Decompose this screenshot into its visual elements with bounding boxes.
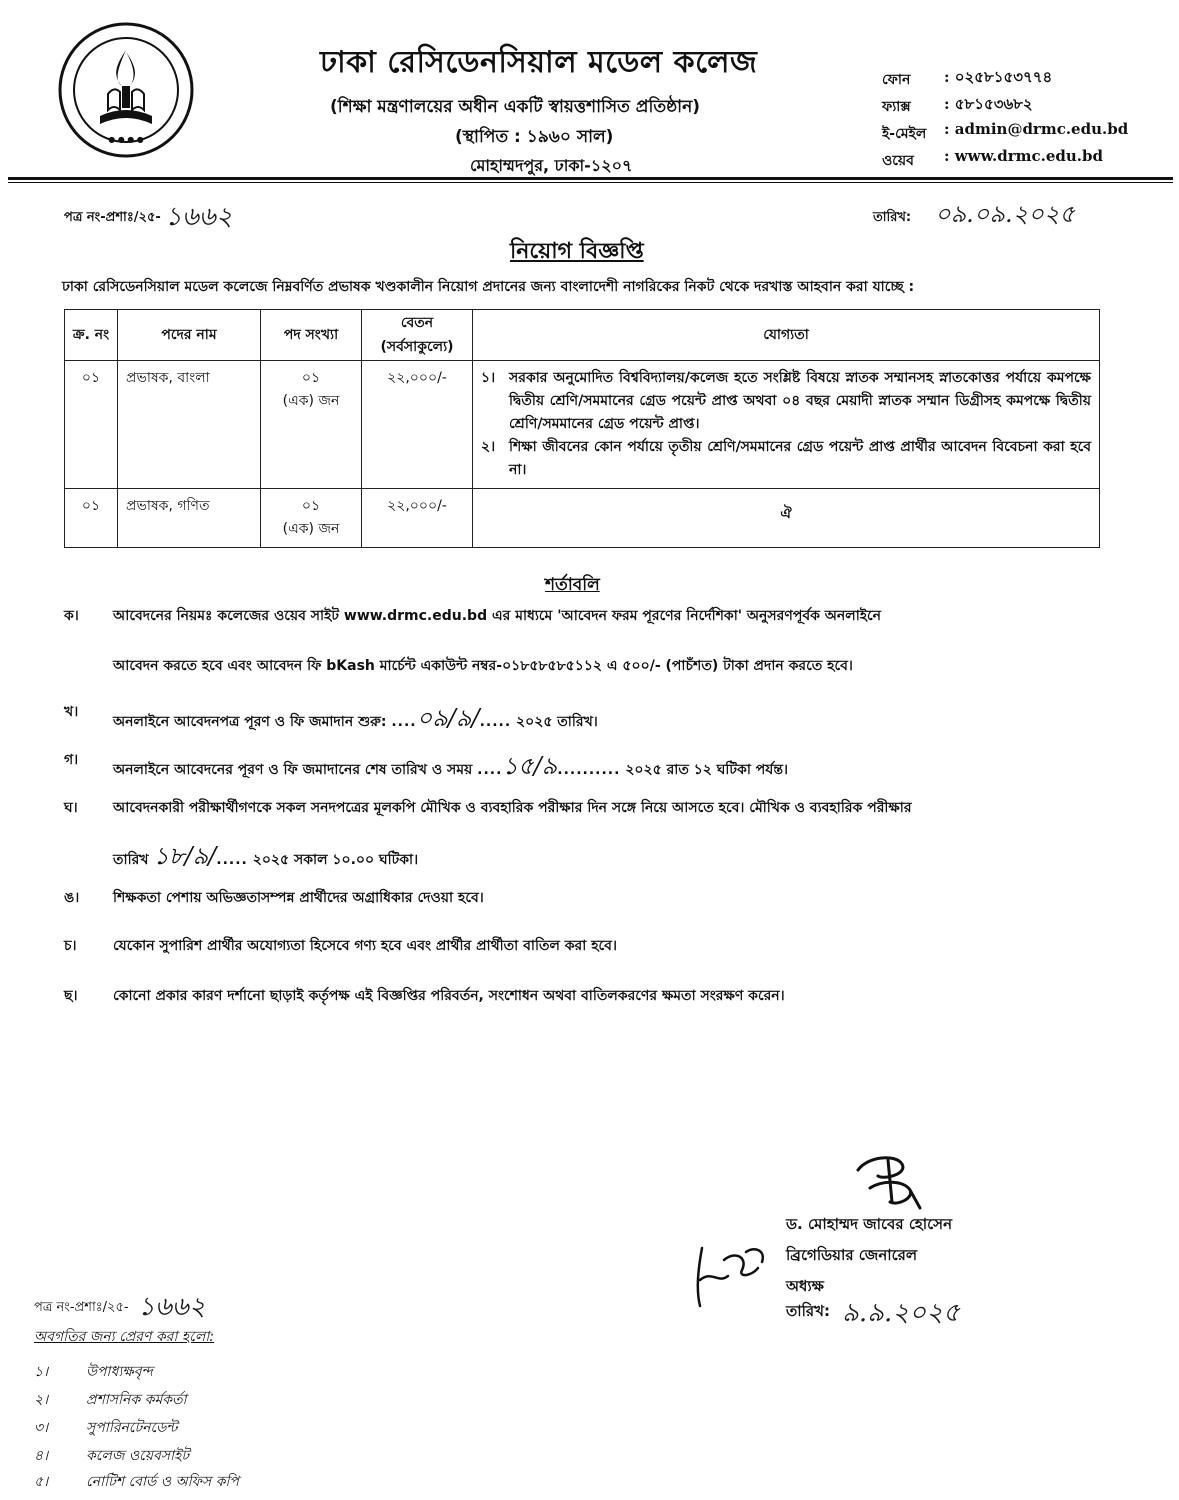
qualification-text: সরকার অনুমোদিত বিশ্ববিদ্যালয়/কলেজ হতে সংশ্লিষ্ট বিষয়ে স্নাতক সম্মানসহ স্নাতকোত্তর পর্যায়ে কমপক্ষে দ্বিতীয় শ্রেণি/সমমানের গ্রেড পয়েন্ট প্রাপ্ত অথবা ০৪ বছর মেয়াদী স্নাতক সম্মান ডিগ্রীসহ কমপক্ষে দ্বিতীয় শ্রেণি/সমমানের গ্রেড পয়েন্ট প্রাপ্ত। bbox=[509, 370, 1091, 432]
row-salary: ২২,০০০/- bbox=[387, 370, 447, 386]
term-gha-line2: তারিখ ১৮/৯/..... ২০২৫ সকাল ১০.০০ ঘটিকা। bbox=[113, 842, 419, 870]
row-sl: ০১ bbox=[81, 370, 101, 386]
header-post: পদের নাম bbox=[118, 310, 261, 361]
term-gha-text: তারিখ bbox=[113, 852, 149, 868]
row-count bbox=[261, 361, 361, 419]
list-item: সুপারিনটেনডেন্ট bbox=[86, 1420, 178, 1436]
web-value: : www.drmc.edu.bd bbox=[944, 147, 1103, 165]
term-ga-mark: গ। bbox=[64, 752, 79, 768]
term-uma-line: শিক্ষকতা পেশায় অভিজ্ঞতাসম্পন্ন প্রার্থীদের অগ্রাধিকার দেওয়া হবে। bbox=[113, 890, 484, 906]
list-item: নোটিশ বোর্ড ও অফিস কপি bbox=[86, 1474, 239, 1490]
signatory-title: অধ্যক্ষ bbox=[786, 1277, 824, 1295]
svg-text:● ● ● ●: ● ● ● ● bbox=[108, 135, 144, 144]
college-name: ঢাকা রেসিডেনসিয়াল মডেল কলেজ bbox=[320, 45, 758, 80]
qualification-number: ১। bbox=[481, 370, 496, 386]
signatory-date: ৯.৯.২০২৫ bbox=[842, 1298, 960, 1328]
term-kha-suffix: ২০২৫ তারিখ। bbox=[516, 714, 598, 730]
header-salary-line2: (সর্বসাকুল্যে) bbox=[380, 339, 454, 355]
term-gha-mark: ঘ। bbox=[64, 800, 78, 816]
signatory-name: ড. মোহাম্মদ জাবের হোসেন bbox=[786, 1215, 953, 1233]
list-item-number: ৩। bbox=[34, 1420, 49, 1436]
notice-title: নিয়োগ বিজ্ঞপ্তি bbox=[510, 239, 644, 264]
date-value: ০৯.০৯.২০২৫ bbox=[935, 200, 1076, 228]
row-qualifications bbox=[473, 361, 1099, 488]
term-ga-suffix: ২০২৫ রাত ১২ ঘটিকা পর্যন্ত। bbox=[625, 762, 789, 778]
row-same-as-above: ঐ bbox=[780, 506, 792, 522]
date-label: তারিখ: bbox=[873, 210, 912, 225]
term-cha-mark: ছ। bbox=[64, 988, 78, 1004]
header-qualification: যোগ্যতা bbox=[473, 310, 1100, 361]
list-item-number: ২। bbox=[34, 1392, 49, 1408]
row-sl: ০১ bbox=[81, 498, 101, 514]
college-address: মোহাম্মদপুর, ঢাকা-১২০৭ bbox=[470, 156, 633, 175]
qualification-item bbox=[481, 436, 1091, 482]
row-count-words: (এক) জন bbox=[282, 393, 340, 409]
email-value: : admin@drmc.edu.bd bbox=[944, 120, 1129, 138]
memo-number: ১৬৬২ bbox=[165, 202, 233, 232]
row-post: প্রভাষক, বাংলা bbox=[126, 370, 210, 386]
header-divider bbox=[8, 177, 1173, 180]
list-item-number: ১। bbox=[34, 1364, 49, 1380]
list-item-number: ৫। bbox=[34, 1474, 49, 1490]
row-count-number: ০১ bbox=[301, 370, 321, 386]
header-count: পদ সংখ্যা bbox=[261, 310, 362, 361]
fax-value: : ৫৮১৫৩৬৮২ bbox=[944, 95, 1033, 113]
initial-signature bbox=[688, 1240, 778, 1310]
phone-label: ফোন bbox=[882, 72, 911, 88]
qualification-item bbox=[481, 367, 1091, 436]
term-uma-mark: ঙ। bbox=[64, 890, 80, 906]
header-salary bbox=[362, 310, 473, 361]
term-ga-line: অনলাইনে আবেদনের পূরণ ও ফি জমাদানের শেষ তারিখ ও সময় ....১৫/৯.......... ২০২৫ রাত ১২ ঘটিকা পর্যন্ত। bbox=[113, 752, 789, 780]
term-ka-line1: আবেদনের নিয়মঃ কলেজের ওয়েব সাইট www.drmc.edu.bd এর মাধ্যমে 'আবেদন ফরম পূরণের নির্দেশিকা' অনুসরণপূর্বক অনলাইনে bbox=[113, 608, 882, 624]
qualification-text: শিক্ষা জীবনের কোন পর্যায়ে তৃতীয় শ্রেণি/সমমানের গ্রেড পয়েন্ট প্রাপ্ত প্রার্থীর আবেদন বিবেচনা করা হবে না। bbox=[509, 439, 1091, 478]
list-item-number: ৪। bbox=[34, 1448, 49, 1464]
term-kha-mark: খ। bbox=[64, 704, 79, 720]
distribution-title: অবগতির জন্য প্রেরণ করা হলো: bbox=[34, 1329, 215, 1345]
term-gha-suffix: ২০২৫ সকাল ১০.০০ ঘটিকা। bbox=[252, 852, 419, 868]
table-row bbox=[65, 489, 1100, 548]
table-header-row bbox=[65, 310, 1100, 361]
list-item: কলেজ ওয়েবসাইট bbox=[86, 1448, 190, 1464]
principal-signature bbox=[848, 1150, 928, 1212]
college-established: (স্থাপিত : ১৯৬০ সাল) bbox=[455, 127, 614, 147]
term-ka-line2: আবেদন করতে হবে এবং আবেদন ফি bKash মার্চেন্ট একাউন্ট নম্বর-০১৮৫৮৫৮৫১১২ এ ৫০০/- (পাচঁশত) টাকা প্রদান করতে হবে। bbox=[113, 658, 853, 674]
phone-value: : ০২৫৮১৫৩৭৭৪ bbox=[944, 68, 1053, 86]
term-ga-date: ১৫/৯ bbox=[502, 752, 558, 780]
signatory-date-label: তারিখ: bbox=[786, 1302, 830, 1320]
table-row bbox=[65, 361, 1100, 489]
qualification-number: ২। bbox=[481, 439, 496, 455]
term-kha-date: ০৯/৯/ bbox=[416, 704, 480, 732]
term-ca-line: যেকোন সুপারিশ প্রার্থীর অযোগ্যতা হিসেবে গণ্য হবে এবং প্রার্থীর প্রার্থীতা বাতিল করা হবে। bbox=[113, 938, 617, 954]
posts-table bbox=[64, 309, 1100, 548]
memo-label: পত্র নং-প্রশাঃ/২৫- bbox=[64, 210, 161, 225]
row-count-number: ০১ bbox=[301, 498, 321, 514]
row-salary: ২২,০০০/- bbox=[387, 498, 447, 514]
college-logo bbox=[56, 20, 196, 160]
notice-intro: ঢাকা রেসিডেনসিয়াল মডেল কলেজে নিম্নবর্ণিত প্রভাষক খণ্ডকালীন নিয়োগ প্রদানের জন্য বাংলাদেশী নাগরিকের নিকট থেকে দরখাস্ত আহবান করা যাচ্ছে : bbox=[62, 279, 915, 295]
term-gha-date: ১৮/৯/ bbox=[153, 842, 217, 870]
header-sl: ক্র. নং bbox=[65, 310, 118, 361]
term-kha-line: অনলাইনে আবেদনপত্র পূরণ ও ফি জমাদান শুরু: ....০৯/৯/..... ২০২৫ তারিখ। bbox=[113, 704, 598, 732]
fax-label: ফ্যাক্স bbox=[882, 99, 911, 115]
web-label: ওয়েব bbox=[882, 153, 914, 169]
distribution-memo-number: ১৬৬২ bbox=[138, 1292, 206, 1322]
college-subtitle: (শিক্ষা মন্ত্রণালয়ের অধীন একটি স্বায়ত্তশাসিত প্রতিষ্ঠান) bbox=[330, 97, 701, 117]
term-ka-mark: ক। bbox=[64, 608, 79, 624]
list-item: উপাধ্যক্ষবৃন্দ bbox=[86, 1364, 153, 1380]
terms-title: শর্তাবলি bbox=[545, 575, 600, 595]
distribution-memo-label: পত্র নং-প্রশাঃ/২৫- bbox=[34, 1300, 129, 1315]
list-item: প্রশাসনিক কর্মকর্তা bbox=[86, 1392, 187, 1408]
header-divider-thin bbox=[8, 182, 1173, 183]
term-cha-line: কোনো প্রকার কারণ দর্শানো ছাড়াই কর্তৃপক্ষ এই বিজ্ঞপ্তির পরিবর্তন, সংশোধন অথবা বাতিলকরণের ক্ষমতা সংরক্ষণ করেন। bbox=[113, 988, 785, 1004]
term-gha-line1: আবেদনকারী পরীক্ষার্থীগণকে সকল সনদপত্রের মূলকপি মৌখিক ও ব্যবহারিক পরীক্ষার দিন সঙ্গে নিয়ে আসতে হবে। মৌখিক ও ব্যবহারিক পরীক্ষার bbox=[113, 800, 912, 816]
signatory-rank: ব্রিগেডিয়ার জেনারেল bbox=[786, 1246, 918, 1264]
row-count bbox=[261, 489, 361, 547]
term-kha-text: অনলাইনে আবেদনপত্র পূরণ ও ফি জমাদান শুরু: bbox=[113, 714, 387, 730]
row-count-words: (এক) জন bbox=[282, 521, 340, 537]
header-salary-line1: বেতন bbox=[400, 315, 434, 331]
term-ga-text: অনলাইনে আবেদনের পূরণ ও ফি জমাদানের শেষ তারিখ ও সময় bbox=[113, 762, 473, 778]
email-label: ই-মেইল bbox=[882, 126, 927, 142]
term-ca-mark: চ। bbox=[64, 938, 77, 954]
row-post: প্রভাষক, গণিত bbox=[126, 498, 210, 514]
